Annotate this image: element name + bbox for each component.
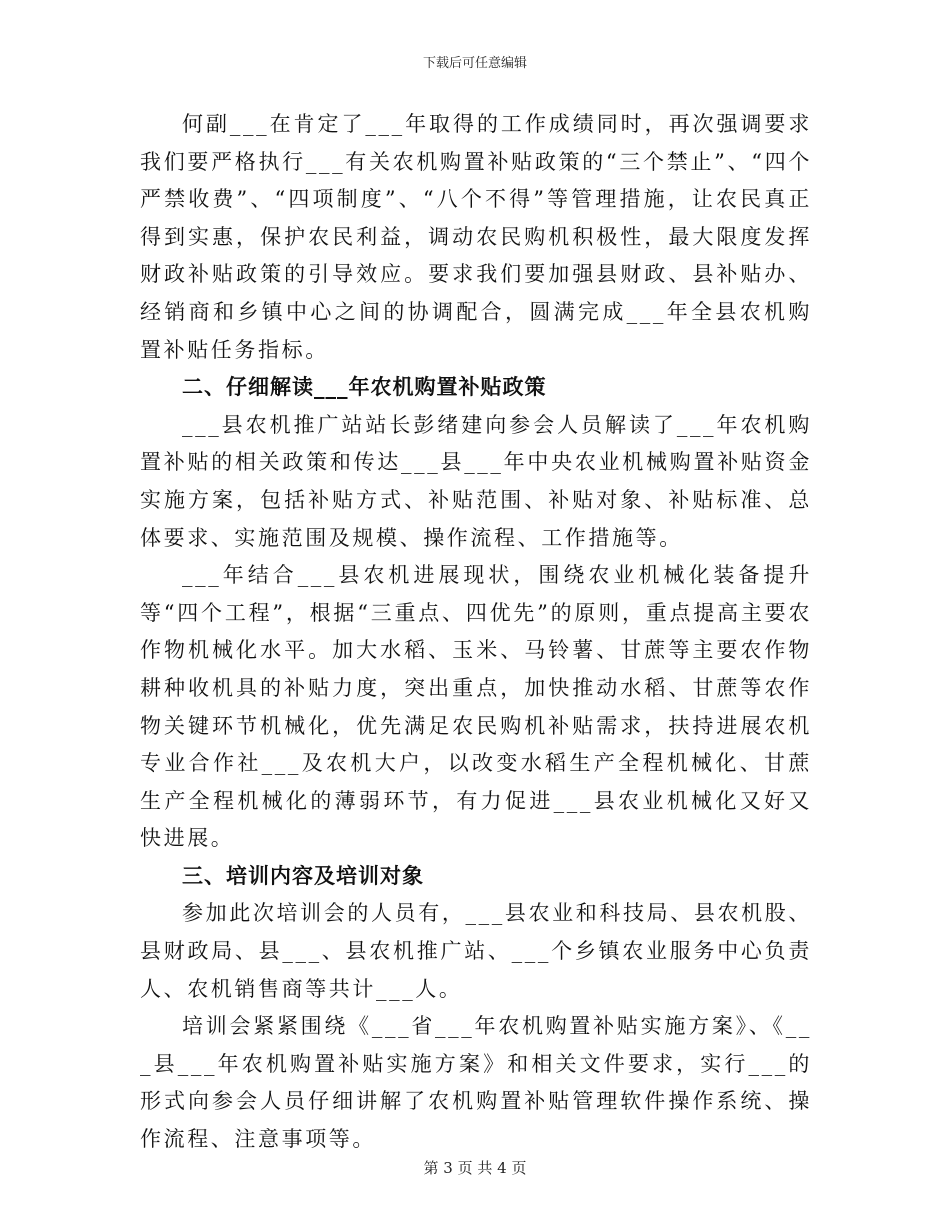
- paragraph-leader-remarks: 何副___在肯定了___年取得的工作成绩同时，再次强调要求我们要严格执行___有关农机购置补贴政策的“三个禁止”、“四个严禁收费”、“四项制度”、“八个不得”等管理措施，让农民真正得到实惠，保护农民利益，调动农民购机积极性，最大限度发挥财政补贴政策的引导效应。要求我们要加强县财政、县补贴办、经销商和乡镇中心之间的协调配合，圆满完成___年全县农机购置补贴任务指标。: [140, 112, 812, 362]
- paragraph-attendees: 参加此次培训会的人员有，___县农业和科技局、县农机股、县财政局、县___、县农机推广站、___个乡镇农业服务中心负责人、农机销售商等共计___人。: [140, 901, 812, 1001]
- page-number: 第 3 页 共 4 页: [423, 1159, 527, 1177]
- paragraph-training-content: 培训会紧紧围绕《___省___年农机购置补贴实施方案》、《___县___年农机购置补贴实施方案》和相关文件要求，实行___的形式向参会人员仔细讲解了农机购置补贴管理软件操作系统、操作流程、注意事项等。: [140, 1014, 812, 1152]
- document-body: [140, 106, 812, 1159]
- section-heading-3: 三、培训内容及培训对象: [182, 863, 424, 888]
- paragraph-policy-focus: ___年结合___县农机进展现状，围绕农业机械化装备提升等“四个工程”，根据“三重点、四优先”的原则，重点提高主要农作物机械化水平。加大水稻、玉米、马铃薯、甘蔗等主要农作物耕种收机具的补贴力度，突出重点，加快推动水稻、甘蔗等农作物关键环节机械化，优先满足农民购机补贴需求，扶持进展农机专业合作社___及农机大户，以改变水稻生产全程机械化、甘蔗生产全程机械化的薄弱环节，有力促进___县农业机械化又好又快进展。: [140, 563, 812, 851]
- paragraph-policy-interpretation: ___县农机推广站站长彭绪建向参会人员解读了___年农机购置补贴的相关政策和传达___县___年中央农业机械购置补贴资金实施方案，包括补贴方式、补贴范围、补贴对象、补贴标准、总体要求、实施范围及规模、操作流程、工作措施等。: [140, 412, 812, 550]
- section-heading-2: 二、仔细解读___年农机购置补贴政策: [182, 375, 547, 400]
- header-note: 下载后可任意编辑: [422, 56, 527, 71]
